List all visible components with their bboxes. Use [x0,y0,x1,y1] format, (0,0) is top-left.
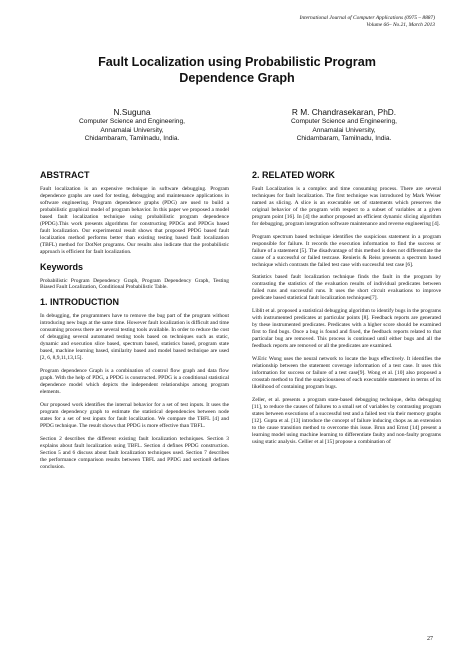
related-work-paragraph: Zeller, et al. presents a program state-based debugging technique, delta debugging [11], to reduce the causes of failures to a small set of variables by contrasting program states between executions of a successful test and a failed test via their memory graphs [12]. Gupta et al. [13] introduce the concept of failure inducing chops as an extension to the cause transition method to overcome this issue. Brun and Ernst [14] present a learning model using machine learning to differentiate faulty and non-faulty programs using static analysis. Cellier et al [15] propose a combination of [252,396,441,445]
introduction-paragraph: Our proposed work identifies the internal behavior for a set of test inputs. It uses the program dependency graph to estimate the statistical dependencies between node states for a set of test inputs for fault localization. We compare the TBFL [4] and PPDG technique. The result shows that PPDG is more effective than TBFL. [40,401,229,429]
author-block-2 [252,107,436,144]
related-work-paragraph: Program spectrum based technique identifies the suspicious statement in a program responsible for failure. It records the execution information to find the success or failure of a statement [5]. The disadvantage of this method is does not differentiate the cause of a successful or failed testcase. Renieris & Reiss presents a spectrum based technique which contrasts the failed test case with successful test case [6]. [252,233,441,268]
related-work-paragraph: Fault Localization is a complex and time consuming process. There are several techniques for fault localization. The first technique was introduced by Mark Weiser named as slicing. A slice is an executable set of statements which preserves the original behavior of the program with respect to a subset of variables at a given program point [16]. In [4] the author proposed an efficient dynamic slicing algorithm for debugging, program integration software maintenance and reverse engineering [4]. [252,186,441,227]
author-location: Chidambaram, Tamilnadu, India. [296,135,392,143]
introduction-heading: 1. INTRODUCTION [40,297,120,308]
journal-name: International Journal of Computer Applications (0975 – 8887) [299,15,435,21]
related-work-paragraph: Statistics based fault localization technique finds the fault in the program by contrasting the statistics of the evaluation results of individual predicates between failed runs and successful runs. It uses the short circuit evaluations to improve predicate based statistical fault localization techniques[7]. [252,274,441,302]
author-location: Chidambaram, Tamilnadu, India. [84,135,180,143]
related-work-heading: 2. RELATED WORK [252,170,335,180]
introduction-paragraph: In debugging, the programmers have to remove the bug part of the program without introducing new bugs at the same time. However fault localization is difficult and time consuming process there are several testing tools available. In order to reduce the cost of debugging several automated testing tools based on techniques such as static, dynamic and execution slice based, spectrum based, statistics based, program state based, machine learning based, similarity based and model based technique are used [2, 6, 8,9,11,13,15]. [40,313,229,362]
journal-volume: Volume 66– No.21, March 2013 [366,22,435,28]
journal-header [300,15,435,29]
right-column [252,170,441,451]
author-block-1 [40,107,224,144]
author-name: N.Suguna [113,107,151,117]
paper-title: Fault Localization using Probabilistic Program Dependence Graph [98,55,376,85]
author-name: R M. Chandrasekaran, PhD. [291,107,397,117]
author-department: Computer Science and Engineering, [291,118,397,125]
keywords-heading: Keywords [40,261,84,272]
left-column [40,170,229,477]
related-work-paragraph: W.Eric Wong uses the neural network to locate the bugs effectively. It identifies the relationship between the statement coverage information of a test case. It uses this information for success or failure of a test case[9]. Wong et al. [10] also proposed a crosstab method to find the suspiciousness of each executable statement in terms of its likelihood of containing program bugs. [252,356,441,390]
keywords-text: Probabilistic Program Dependency Graph, Program Dependency Graph, Testing Biased Fault Localization, Conditional Probabilistic Table. [40,277,229,291]
abstract-text: Fault localization is an expensive technique in software debugging. Program dependence graphs are used for testing, debugging and maintenance applications in software engineering. Program dependence graphs (PDG) are used to build a probabilistic graphical model of program behavior. In this paper we proposed a model based fault localization technique using probabilistic program dependence (PPDG).This work presents algorithms for constructing PPDGs and PPDGs based fault localization. Our experimental result shows that proposed PPDG based fault localization method performs better than existing testing based fault localization (TBFL) method for DotNet programs. Our results also indicate that the probabilistic approach is efficient for fault localization. [40,186,229,255]
introduction-paragraph: Program dependence Graph is a combination of control flow graph and data flow graph. With the help of PDG, a PPDG is constructed. PPDG is a conditional statistical dependence model which depicts the independent relationships among program elements. [40,368,229,395]
related-work-paragraph: Liblit et al. proposed a statistical debugging algorithm to identify bugs in the programs with instrumented predicates at particular points [8]. Feedback reports are generated by these instrumented predicates. Predicates with a higher score should be examined first to find bugs. Once a bug is found and fixed, the feedback reports related to that particular bug are removed. This process is continued until either bugs and all the feedback reports are removed or all the predicates are examined. [252,308,441,350]
abstract-heading: ABSTRACT [40,170,90,180]
page-number: 27 [427,636,433,642]
author-department: Computer Science and Engineering, [79,118,185,125]
author-university: Annamalai University, [100,126,164,134]
author-university: Annamalai University, [312,126,376,134]
introduction-paragraph: Section 2 describes the different existing fault localization techniques. Section 3 explains about fault localization using TBFL. Section 4 defines PPDG construction. Section 5 and 6 discuss about fault localization techniques used. Section 7 describes the performance comparison results between TBFL and PPDG and section8 defines conclusion. [40,435,229,470]
